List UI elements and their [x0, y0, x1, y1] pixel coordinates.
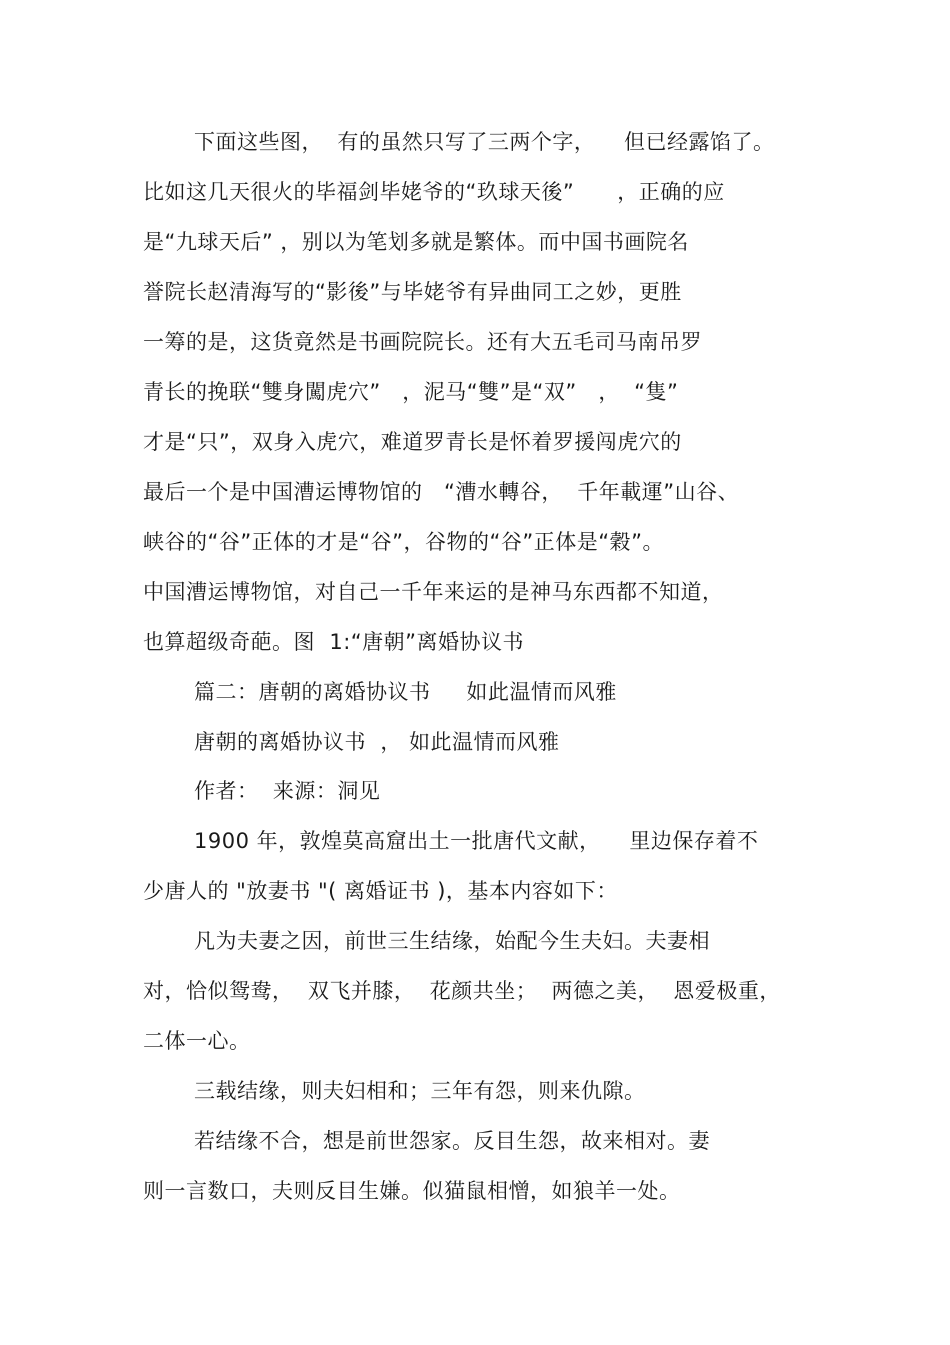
text-line: 誉院长赵清海写的“影後”与毕姥爷有异曲同工之妙，更胜 [143, 280, 682, 304]
text-line: 三载结缘，则夫妇相和；三年有怨，则来仇隙。 [194, 1079, 646, 1103]
text-line: 1900 年，敦煌莫高窟出土一批唐代文献， 里边保存着不 [194, 829, 759, 853]
text-line: 凡为夫妻之因，前世三生结缘，始配今生夫妇。夫妻相 [194, 929, 710, 953]
text-line: 中国漕运博物馆，对自己一千年来运的是神马东西都不知道， [143, 580, 724, 604]
text-line: 才是“只”，双身入虎穴，难道罗青长是怀着罗援闯虎穴的 [143, 430, 682, 454]
text-line: 则一言数口，夫则反目生嫌。似猫鼠相憎，如狼羊一处。 [143, 1179, 681, 1203]
text-line: 是“九球天后” ，别以为笔划多就是繁体。而中国书画院名 [143, 230, 689, 254]
text-line: 篇二：唐朝的离婚协议书 如此温情而风雅 [194, 680, 617, 704]
text-line: 峡谷的“谷”正体的才是“谷”，谷物的“谷”正体是“穀”。 [143, 530, 665, 554]
text-line: 二体一心。 [143, 1029, 251, 1053]
text-line: 一筹的是，这货竟然是书画院院长。还有大五毛司马南吊罗 [143, 330, 702, 354]
text-line: 对，恰似鸳鸯， 双飞并膝， 花颜共坐； 两德之美， 恩爱极重， [143, 979, 781, 1003]
text-line: 作者： 来源：洞见 [194, 779, 381, 803]
text-line: 比如这几天很火的毕福剑毕姥爷的“玖球天後” ，正确的应 [143, 180, 725, 204]
text-line: 下面这些图， 有的虽然只写了三两个字， 但已经露馅了。 [194, 130, 775, 154]
text-line: 最后一个是中国漕运博物馆的 “漕水轉谷， 千年載運”山谷、 [143, 480, 740, 504]
text-line: 少唐人的 "放妻书 "( 离婚证书 )，基本内容如下： [143, 879, 618, 903]
text-line: 若结缘不合，想是前世怨家。反目生怨，故来相对。妻 [194, 1129, 710, 1153]
text-line: 也算超级奇葩。图 1:“唐朝”离婚协议书 [143, 630, 525, 654]
text-line: 唐朝的离婚协议书 ， 如此温情而风雅 [194, 730, 560, 754]
text-line: 青长的挽联“雙身闖虎穴” ，泥马“雙”是“双” ， “隻” [143, 380, 679, 404]
